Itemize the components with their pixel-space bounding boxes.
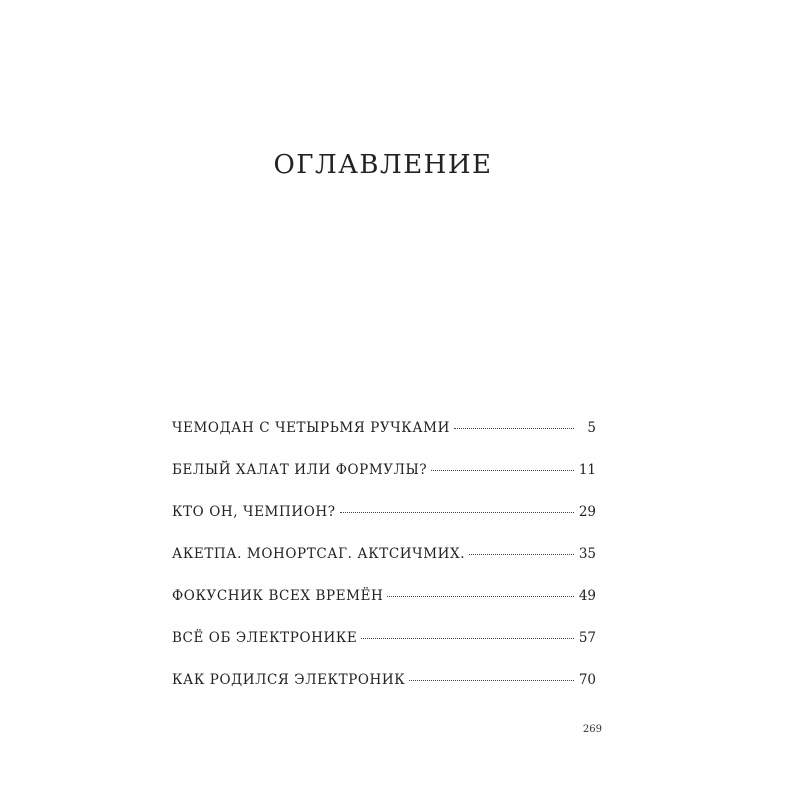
- toc-entry-page: 49: [578, 588, 596, 604]
- toc-entry-page: 70: [578, 672, 596, 688]
- toc-entry: [172, 462, 596, 504]
- toc-entry-title: КТО ОН, ЧЕМПИОН?: [172, 504, 336, 520]
- toc-entry: [172, 672, 596, 714]
- toc-entry-title: ФОКУСНИК ВСЕХ ВРЕМЁН: [172, 588, 384, 604]
- toc-dot-leader: [340, 512, 574, 513]
- toc-entry-title: ЧЕМОДАН С ЧЕТЫРЬМЯ РУЧКАМИ: [172, 420, 450, 436]
- toc-entry-page: 35: [578, 546, 596, 562]
- toc-dot-leader: [361, 638, 574, 639]
- toc-dot-leader: [454, 428, 574, 429]
- toc-dot-leader: [431, 470, 574, 471]
- toc-dot-leader: [469, 554, 574, 555]
- toc-dot-leader: [387, 596, 574, 597]
- toc-entry: [172, 588, 596, 630]
- table-of-contents: [172, 420, 596, 714]
- toc-dot-leader: [409, 680, 574, 681]
- toc-entry-page: 57: [578, 630, 596, 646]
- toc-entry-title: БЕЛЫЙ ХАЛАТ ИЛИ ФОРМУЛЫ?: [172, 462, 428, 478]
- toc-entry-page: 29: [578, 504, 596, 520]
- page-title: ОГЛАВЛЕНИЕ: [273, 150, 493, 180]
- toc-entry: [172, 420, 596, 462]
- toc-entry-page: 11: [578, 462, 596, 478]
- toc-entry-title: ВСЁ ОБ ЭЛЕКТРОНИКЕ: [172, 630, 358, 646]
- toc-entry: [172, 546, 596, 588]
- toc-entry: [172, 630, 596, 672]
- toc-entry-page: 5: [587, 420, 596, 436]
- toc-entry: [172, 504, 596, 546]
- toc-entry-title: АКЕТПА. МОНОРТСАГ. АКТСИЧМИХ.: [172, 546, 466, 562]
- toc-entry-title: КАК РОДИЛСЯ ЭЛЕКТРОНИК: [172, 672, 406, 688]
- page-number: 269: [582, 724, 602, 735]
